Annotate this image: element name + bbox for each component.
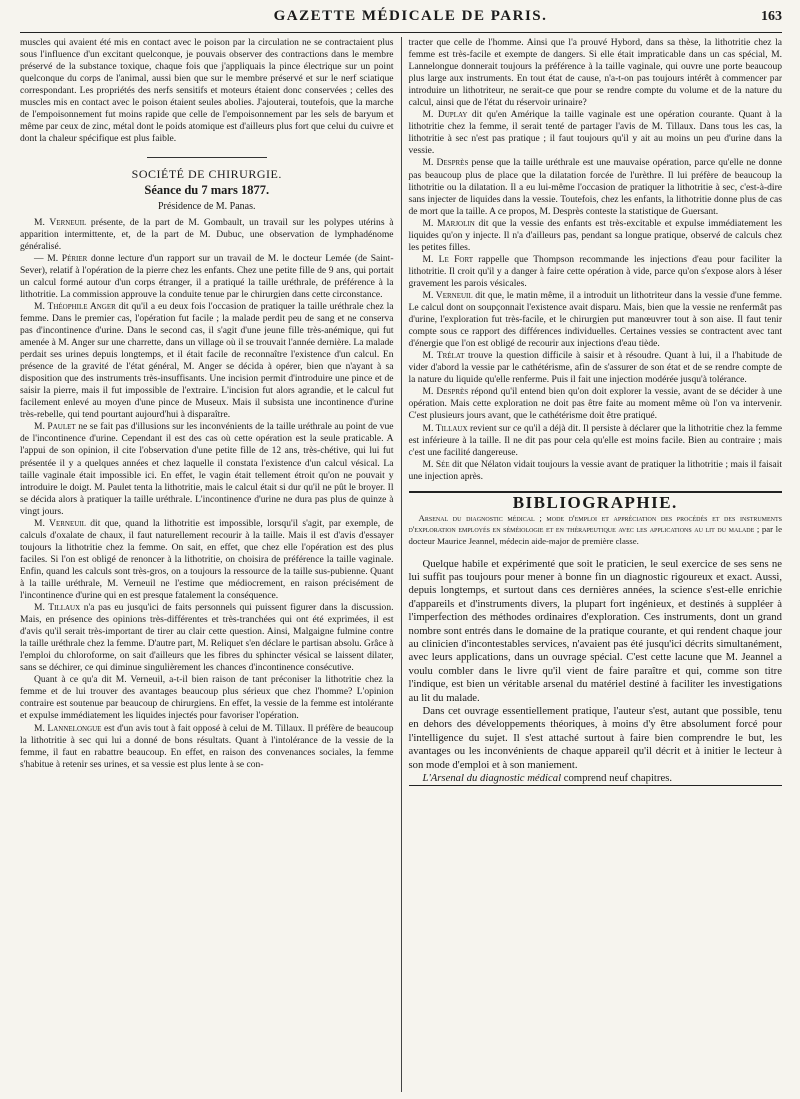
bibliography-title: BIBLIOGRAPHIE. bbox=[512, 492, 678, 512]
right-paragraphs bbox=[409, 37, 783, 483]
page-number: 163 bbox=[760, 9, 782, 24]
bibliography-paragraph: Quelque habile et expérimenté que soit le praticien, le seul exercice de ses sens ne lui suffit pas toujours pour mener à bonne fin un diagnostic rigoureux et exact. Aussi, depuis longtemps, et surtout dans ces dernières années, la science s'est-elle enrichie d'appareils et d'instruments divers, la plupart fort ingénieux, et destinés à suppléer à l'imperfection des méthodes ordinaires d'exploration. Ces instruments, dont un grand nombre sont entrés dans le domaine de la pratique courante, et qui rendent chaque jour au clinicien d'incontestables services, n'avaient pas été jusqu'ici décrits simultanément, avec leurs applications, dans un ouvrage spécial. C'est cette lacune que M. Jeannel a voulu combler dans le livre qu'il vient de faire paraître et qui, comme son titre l'indique, est bien un véritable arsenal du matériel destiné à faciliter les investigations au lit du malade. bbox=[408, 557, 782, 704]
paragraph-text: Quant à ce qu'a dit M. Verneuil, a-t-il bien raison de tant préconiser la lithotritie chez la femme et de lui trouver des avantages beaucoup plus sérieux que chez l'homme? L'opinion contraire est soutenue par beaucoup de chirurgiens. En effet, la vessie de la femme est intolérante et expulse immédiatement les liquides injectés pour favoriser l'opération. bbox=[20, 674, 394, 722]
presidence-line: Présidence de M. Panas. bbox=[158, 200, 256, 212]
speaker-name: M. Trélat bbox=[422, 350, 465, 362]
speaker-name: M. Tillaux bbox=[422, 422, 468, 434]
paragraph-text: dit que, le matin même, il a introduit un lithotriteur dans la vessie d'une femme. Le calcul dont on soupçonnait l'existence avait disparu. Mais, bien que la vessie ne renfermât pas d'urine, l'exploration fut très-facile, et le chirurgien put manœuvrer tout à son aise. Il faut tenir compte sous ce rapport des différences individuelles. Certaines vessies se contractent avec tant d'énergie que l'on est obligé de recourir aux injections d'eau tiède. bbox=[408, 289, 782, 350]
paragraph-text: dit qu'il a eu deux fois l'occasion de pratiquer la taille uréthrale chez la femme. Dans le premier cas, l'opération fut facile ; la malade perdit peu de sang et ne conserva pas d'incontinence d'urine. Dans le second cas, il s'agit d'une jeune fille très-anémique, qui fut amenée à M. Anger sur une charrette, dans un village où il se trouvait l'année dernière. La malade perdait ses urines depuis longtemps, et il était facile de reconnaître l'existence d'un calcul. En présence de la gravité de l'état général, M. Anger se décida à opérer, bien que n'ayant à sa disposition que des instruments très-insuffisants. Une incision permit d'introduire une pince et de saisir la pierre, mais il fut impossible de l'extraire. L'incision fut alors agrandie, et le calcul fut facilement enlevé au moyen d'une pince de Museux. Mais il subsista une incontinence d'urine très-rebelle, qui tend pourtant aujourd'hui à disparaître. bbox=[20, 300, 394, 421]
paragraph bbox=[409, 218, 783, 254]
paragraph-text: tracter que celle de l'homme. Ainsi que l'a prouvé Hybord, dans sa thèse, la lithotritie chez la femme est très-facile et exempte de dangers. Si elle était impraticable dans un cas spécial, M. Lannelongue donnerait toujours la préférence à la taille vaginale, qui ouvre une porte beaucoup plus large aux instruments. En tout état de cause, n'a-t-on pas toujours intérêt à commencer par introduire un lithotriteur, ne serait-ce que pour se rendre compte du volume et de la nature du calcul, ainsi que de l'état du réservoir urinaire? bbox=[408, 37, 782, 109]
speaker-name: M. Verneuil bbox=[34, 216, 87, 228]
speaker-name: M. Théophile Anger bbox=[34, 300, 116, 312]
bibliography-paragraph: Dans cet ouvrage essentiellement pratique, l'auteur s'est, autant que possible, tenu en dehors des développements théoriques, à moins d'y être absolument forcé pour l'intelligence du sujet. Il s'est attaché surtout à faire bien comprendre le but, les avantages ou les inconvénients de chaque appareil qu'il décrit et à initier le lecteur à son mode d'emploi et à son maniement. bbox=[408, 705, 782, 771]
paragraph bbox=[409, 386, 783, 422]
seance-heading: Séance du 7 mars 1877. bbox=[144, 183, 270, 198]
paragraph bbox=[409, 350, 783, 386]
speaker-name: — M. Périer bbox=[34, 252, 88, 264]
paragraph bbox=[20, 674, 394, 722]
paragraph bbox=[409, 254, 783, 290]
speaker-name: M. Duplay bbox=[422, 109, 468, 121]
paragraph-text: présente, de la part de M. Gombault, un travail sur les polypes utérins à apparition intermittente, et, de la part de M. Dubuc, une observation de lymphadénome généralisé. bbox=[20, 216, 394, 252]
paragraph-text: dit qu'en Amérique la taille vaginale est une opération courante. Quant à la lithotritie chez la femme, il serait tenté de partager l'avis de M. Tillaux. Dans tous les cas, la lithotritie à sec n'est pas pratique ; il faut toujours qu'il y ait au moins un peu d'urine dans la vessie. bbox=[408, 109, 782, 157]
speaker-name: M. Lannelongue bbox=[34, 722, 102, 734]
left-column bbox=[20, 37, 401, 1092]
paragraph bbox=[409, 290, 783, 350]
paragraph-text: est d'un avis tout à fait opposé à celui de M. Tillaux. Il préfère de beaucoup la lithotritie à sec qui lui a donné de bons résultats. Quant à l'intolérance de la vessie de la femme, il faut en rabattre beaucoup. En effet, en raison des convenances sociales, la femme s'habitue à retenir ses urines, et sa vessie est plus lente à se con- bbox=[20, 722, 394, 770]
speaker-name: M. Sée bbox=[422, 458, 450, 470]
last-line-rest: comprend neuf chapitres. bbox=[561, 772, 673, 785]
speaker-name: M. Paulet bbox=[34, 421, 76, 433]
right-column bbox=[401, 37, 783, 1092]
paragraph bbox=[20, 421, 394, 517]
paragraph-text: trouve la question difficile à saisir et à résoudre. Quant à lui, il a l'habitude de vider d'abord la vessie par le cathétérisme, afin de s'assurer de son état et de se rendre compte de la nature du liquide qu'elle renferme. Puis il fait une injection modérée jusqu'à tolérance. bbox=[408, 350, 782, 386]
book-title: L'Arsenal du diagnostic médical bbox=[422, 772, 562, 785]
paragraph bbox=[20, 518, 394, 602]
journal-title: GAZETTE MÉDICALE DE PARIS. bbox=[273, 8, 548, 24]
paragraph bbox=[20, 301, 394, 421]
speaker-name: M. Tillaux bbox=[34, 602, 81, 614]
paragraph-text: rappelle que Thompson recommande les injections d'eau pour faciliter la lithotritie. Il croit qu'il y a danger à faire cette opération à vide, parce qu'on s'expose alors à léser gravement les parois vésicales. bbox=[408, 253, 782, 289]
paragraph-text: donne lecture d'un rapport sur un travail de M. le docteur Lemée (de Saint-Sever), relatif à l'opération de la pierre chez les enfants. Chez une petite fille de 9 ans, qui portait un calcul formé autour d'un corps étranger, il a pratiqué la taille uréthrale, de préférence à la lithotritie. La commission approuve la conduite tenue par le chirurgien dans cette circonstance. bbox=[20, 252, 394, 300]
speaker-name: M. Desprès bbox=[422, 386, 469, 398]
speaker-name: M. Le Fort bbox=[422, 253, 473, 265]
paragraph bbox=[20, 217, 394, 253]
paragraph-text: dit que Nélaton vidait toujours la vessie avant de pratiquer la lithotritie ; mais il faisait une injection après. bbox=[408, 458, 782, 482]
paragraph bbox=[20, 723, 394, 771]
reference-title: Arsenal du diagnostic médical ; mode d'emploi et appréciation des procédés et des instruments d'exploration employés en séméiologie et en thérapeutique avec les applications au lit du malade bbox=[408, 512, 782, 535]
paragraph-text: dit que, quand la lithotritie est impossible, lorsqu'il s'agit, par exemple, de calculs d'oxalate de chaux, il faut naturellement recourir à la taille. Mais il est d'avis d'essayer toujours la lithotritie chez la femme. On sait, en effet, que chez elle l'opération est des plus faciles. Si l'on est obligé de renoncer à la lithotritie, on choisira de préférence la taille vaginale. Enfin, quand les calculs sont très-gros, on a toujours la ressource de la taille sus-pubienne. Quant à la taille uréthrale, M. Verneuil ne l'estime que médiocrement, en raison précisément de l'incontinence d'urine qui en est presque fatalement la conséquence. bbox=[20, 517, 394, 602]
page-header bbox=[20, 8, 782, 33]
paragraph bbox=[20, 253, 394, 301]
bibliography-last-line bbox=[409, 772, 783, 785]
speaker-name: M. Verneuil bbox=[422, 289, 473, 301]
speaker-name: M. Desprès bbox=[422, 157, 469, 169]
paragraph bbox=[409, 109, 783, 157]
reference-author: ; par le docteur Maurice Jeannel, médecin aide-major de première classe. bbox=[408, 524, 782, 546]
bibliography-body bbox=[409, 558, 783, 773]
bibliography-reference bbox=[409, 513, 783, 548]
paragraph bbox=[409, 157, 783, 217]
paragraph-text: ne se fait pas d'illusions sur les inconvénients de la taille uréthrale au point de vue de l'incontinence d'urine. Cependant il est des cas où cette opération est la seule praticable. A l'appui de son opinion, il cite l'observation d'une petite fille de 12 ans, très-chétive, qui lui fut présentée il y a quelques années et chez laquelle il constata l'existence d'un calcul vésical. La taille vaginale était impossible ici. En effet, le vagin était tellement étroit qu'on ne pouvait y introduire le doigt. M. Paulet tenta la lithotritie, mais le calcul était si dur qu'il ne pût le broyer. Il se décida alors à pratiquer la taille uréthrale. L'incontinence d'urine ne dura pas plus de quinze à vingt jours. bbox=[20, 421, 394, 517]
section-title: SOCIÉTÉ DE CHIRURGIE. bbox=[131, 167, 282, 182]
paragraph bbox=[409, 37, 783, 109]
section-divider bbox=[147, 157, 267, 158]
paragraph bbox=[20, 602, 394, 674]
paragraph-text: revient sur ce qu'il a déjà dit. Il persiste à déclarer que la lithotritie chez la femme est inférieure à la taille. Il ne dit pas pour cela qu'elle est moins facile. Bien au contraire ; mais c'est une facilité dangereuse. bbox=[408, 422, 782, 458]
paragraph bbox=[409, 423, 783, 459]
intro-paragraph: muscles qui avaient été mis en contact avec le poison par la circulation ne se contractaient plus sous l'influence d'un excitant quelconque, je pouvais observer des contractions dans le membre préservé de la substance toxique, chaque fois que j'appliquais la pince électrique sur un point quelconque du corps de l'animal, aussi bien que sur le membre préservé et sur le nerf sciatique correspondant. Les propriétés des nerfs sensitifs et moteurs étaient donc conservées ; celles des muscles mis en contact avec le poison étaient seules abolies. J'ajouterai, toutefois, que la marche de l'empoisonnement fut moins rapide que celle de l'empoisonnement par les sels de baryum et même par ceux de zinc, métal dont le poids atomique est d'ailleurs plus fort que celui du cuivre et dont la chaleur spécifique est plus faible. bbox=[20, 37, 394, 145]
columns bbox=[20, 37, 782, 1092]
speaker-name: M. Verneuil bbox=[34, 517, 86, 529]
left-paragraphs bbox=[20, 217, 394, 771]
paragraph-text: pense que la taille uréthrale est une mauvaise opération, parce qu'elle ne donne pas beaucoup plus de place que la dilatation forcée de l'urèthre. Il lui préfère de beaucoup la lithotritie ou la dilatation. Il a eu lui-même l'occasion de pratiquer la lithotritie à sec, c'est-à-dire sans injecter de liquides dans la vessie. Toutefois, chez les enfants, la lithotritie donne plus de cas de mort que la taille. A ce propos, M. Desprès conteste la statistique de Guersant. bbox=[408, 157, 782, 217]
paragraph bbox=[409, 459, 783, 483]
paragraph-text: répond qu'il entend bien qu'on doit explorer la vessie, avant de se décider à une opération. Mais cette exploration ne doit pas être faite au moment même où l'on va intervenir. C'est plusieurs jours avant, que le cathétérisme doit être pratiqué. bbox=[408, 386, 782, 422]
paragraph-text: dit que la vessie des enfants est très-excitable et expulse immédiatement les liquides qu'on y injecte. Il n'a d'ailleurs pas, pendant sa longue pratique, observé de calculs chez les petites filles. bbox=[408, 217, 782, 253]
bibliography-section bbox=[409, 491, 783, 787]
speaker-name: M. Marjolin bbox=[422, 217, 475, 229]
paragraph-text: n'a pas eu jusqu'ici de faits personnels qui puissent figurer dans la discussion. Mais, en présence des opinions très-différentes et très-tranchées qui ont été exprimées, il est d'avis qu'il serait très-important de tirer au clair cette question. Ainsi, Malgaigne fulmine contre la taille uréthrale chez la femme. D'autre part, M. Reliquet s'en déclare le partisan absolu. Grâce à l'emploi du chloroforme, on sait d'ailleurs que les fibres du sphincter vésical se laissent dilater, sans se déchirer, ce qui diminue singulièrement les chances d'incontinence consécutive. bbox=[20, 602, 394, 674]
